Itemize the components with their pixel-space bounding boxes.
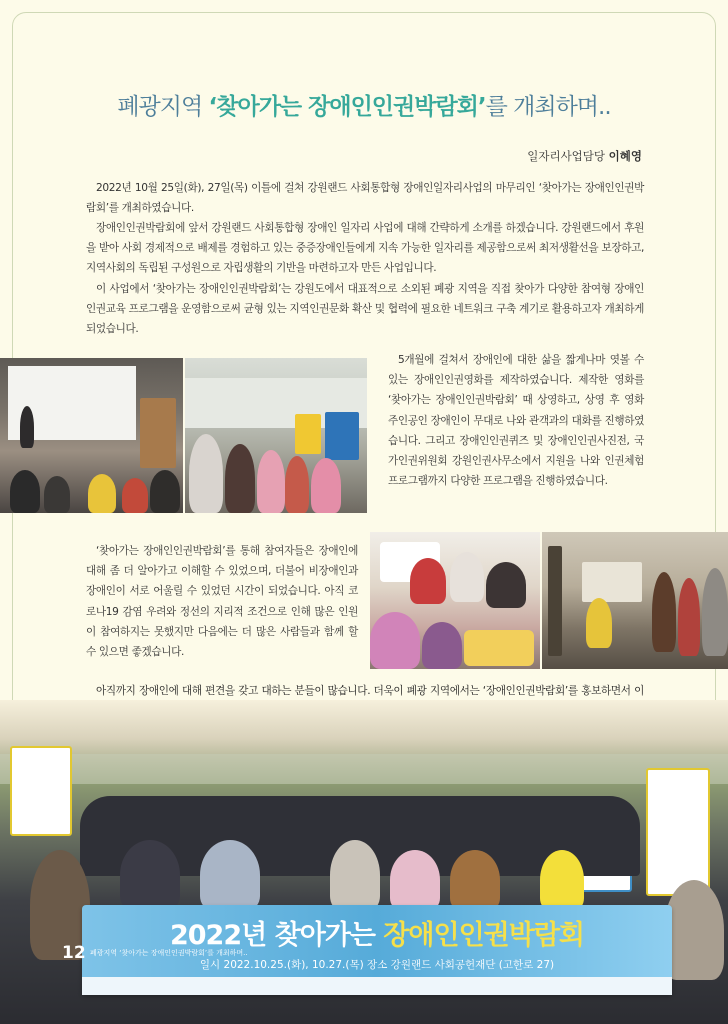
paragraph-intro: 2022년 10월 25일(화), 27일(목) 이틀에 걸쳐 강원랜드 사회통합형 장애인일자리사업의 마무리인 ‘찾아가는 장애인인권박람회’를 개최하였습니다. bbox=[86, 182, 644, 215]
banner-sponsor-strip bbox=[82, 977, 672, 995]
paragraph-project: 장애인인권박람회에 앞서 강원랜드 사회통합형 장애인 일자리 사업에 대해 간략하게 소개를 하겠습니다. 강원랜드에서 후원을 받아 사회 경제적으로 배제를 경험하고 있는 중증장애인들에게 지속 가능한 일자리를 제공함으로써 최저생활선을 보장하고, 지역사회의 독립된 구성원으로 자립생활의 기반을 마련하고자 만든 사업입니다. bbox=[86, 222, 644, 275]
photo-children-table bbox=[370, 532, 540, 669]
title-highlight: ‘찾아가는 장애인인권박람회’ bbox=[208, 94, 486, 120]
title-prefix: 폐광지역 bbox=[117, 94, 209, 120]
banner-title bbox=[82, 913, 672, 952]
byline-role: 일자리사업담당 bbox=[527, 149, 609, 163]
photo-lecture-room bbox=[0, 358, 183, 513]
page-number: 12 bbox=[62, 943, 86, 963]
article-title bbox=[0, 88, 728, 121]
paragraph-purpose: 이 사업에서 ‘찾아가는 장애인인권박람회’는 강원도에서 대표적으로 소외된 폐광 지역을 직접 찾아가 다양한 참여형 장애인인권교육 프로그램을 운영함으로써 균형 있는 지역인권문화 확산 및 협력에 필요한 네트워크 구축 계기로 활용하고자 개최하게 되었습니다. bbox=[86, 283, 644, 336]
paragraph-closing: 아직까지 장애인에 대해 편견을 갖고 대하는 분들이 많습니다. 더욱이 폐광 지역에서는 ‘장애인인권박람회’를 홍보하면서 이 bbox=[96, 685, 644, 697]
banner-info: 일시 2022.10.25.(화), 10.27.(목) 장소 강원랜드 사회공헌재단 (고한로 27) bbox=[199, 959, 555, 971]
poster-right bbox=[646, 768, 710, 896]
paragraph-programs: 5개월에 걸쳐서 장애인에 대한 삶을 짧게나마 엿볼 수 있는 장애인인권영화를 제작하였습니다. 제작한 영화를 ‘찾아가는 장애인인권박람회’ 때 상영하고, 상영 후 영화 주인공인 장애인이 무대로 나와 관객과의 대화를 진행하였습니다. 그리고 장애인인권퀴즈 및 장애인인권사진전, 국가인권위원회 강원인권사무소에서 지원을 나와 인권체험프로그램까지 다양한 프로그램을 진행하였습니다. bbox=[388, 354, 644, 488]
banner-event-name: 장애인인권박람회 bbox=[383, 920, 584, 951]
photo-hallway-exhibition bbox=[542, 532, 728, 669]
running-footer: 폐광지역 ‘찾아가는 장애인인권박람회’를 개최하며.. bbox=[90, 949, 248, 957]
byline-name: 이혜영 bbox=[608, 149, 642, 163]
poster-left bbox=[10, 746, 72, 836]
byline bbox=[527, 148, 642, 164]
paragraph-outcome: ‘찾아가는 장애인인권박람회’를 통해 참여자들은 장애인에 대해 좀 더 알아가고 이해할 수 있었으며, 더불어 비장애인과 장애인이 서로 어울릴 수 있었던 시간이 되었습니다. 아직 코로나19 감염 우려와 정선의 지리적 조건으로 인해 많은 인원이 참여하지는 못했지만 다음에는 더 많은 사람들과 함께 할 수 있으면 좋겠습니다. bbox=[86, 545, 358, 659]
title-suffix: 를 개최하며.. bbox=[485, 94, 611, 120]
photo-exhibit-children bbox=[185, 358, 367, 513]
banner-year: 2022년 찾아가는 bbox=[169, 920, 384, 951]
